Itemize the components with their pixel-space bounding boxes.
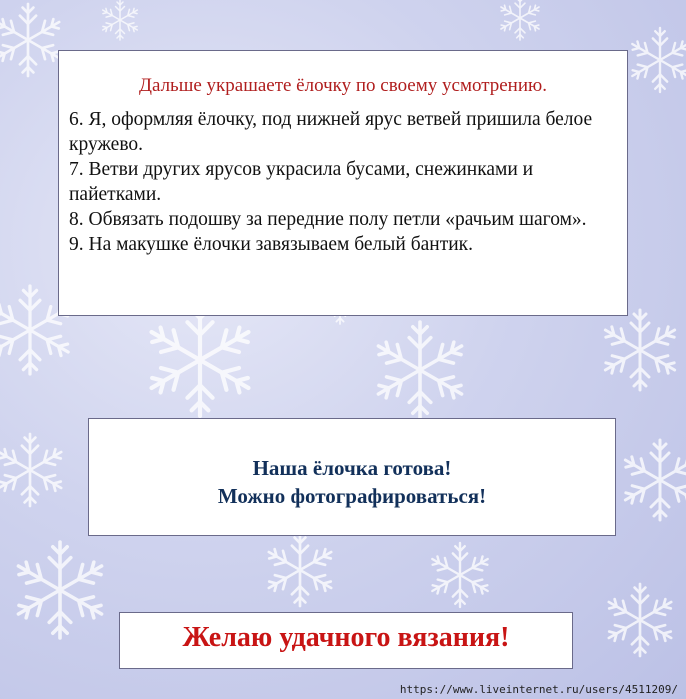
ready-box (88, 418, 616, 536)
step-9: 9. На макушке ёлочки завязываем белый бантик. (69, 234, 474, 255)
wish-box (119, 612, 573, 669)
instructions-box (58, 50, 628, 316)
ready-line-2: Можно фотографироваться! (217, 484, 487, 508)
instructions-heading: Дальше украшаете ёлочку по своему усмотрению. (139, 75, 547, 96)
step-8: 8. Обвязать подошву за передние полу петли «рачьим шагом». (69, 209, 587, 230)
source-watermark: https://www.liveinternet.ru/users/4511209/ (399, 683, 678, 696)
step-7: 7. Ветви других ярусов украсила бусами, снежинками и пайетками. (69, 159, 534, 205)
step-6: 6. Я, оформляя ёлочку, под нижней ярус ветвей пришила белое кружево. (69, 109, 593, 155)
ready-line-1: Наша ёлочка готова! (252, 456, 452, 480)
wish-text: Желаю удачного вязания! (182, 622, 510, 653)
